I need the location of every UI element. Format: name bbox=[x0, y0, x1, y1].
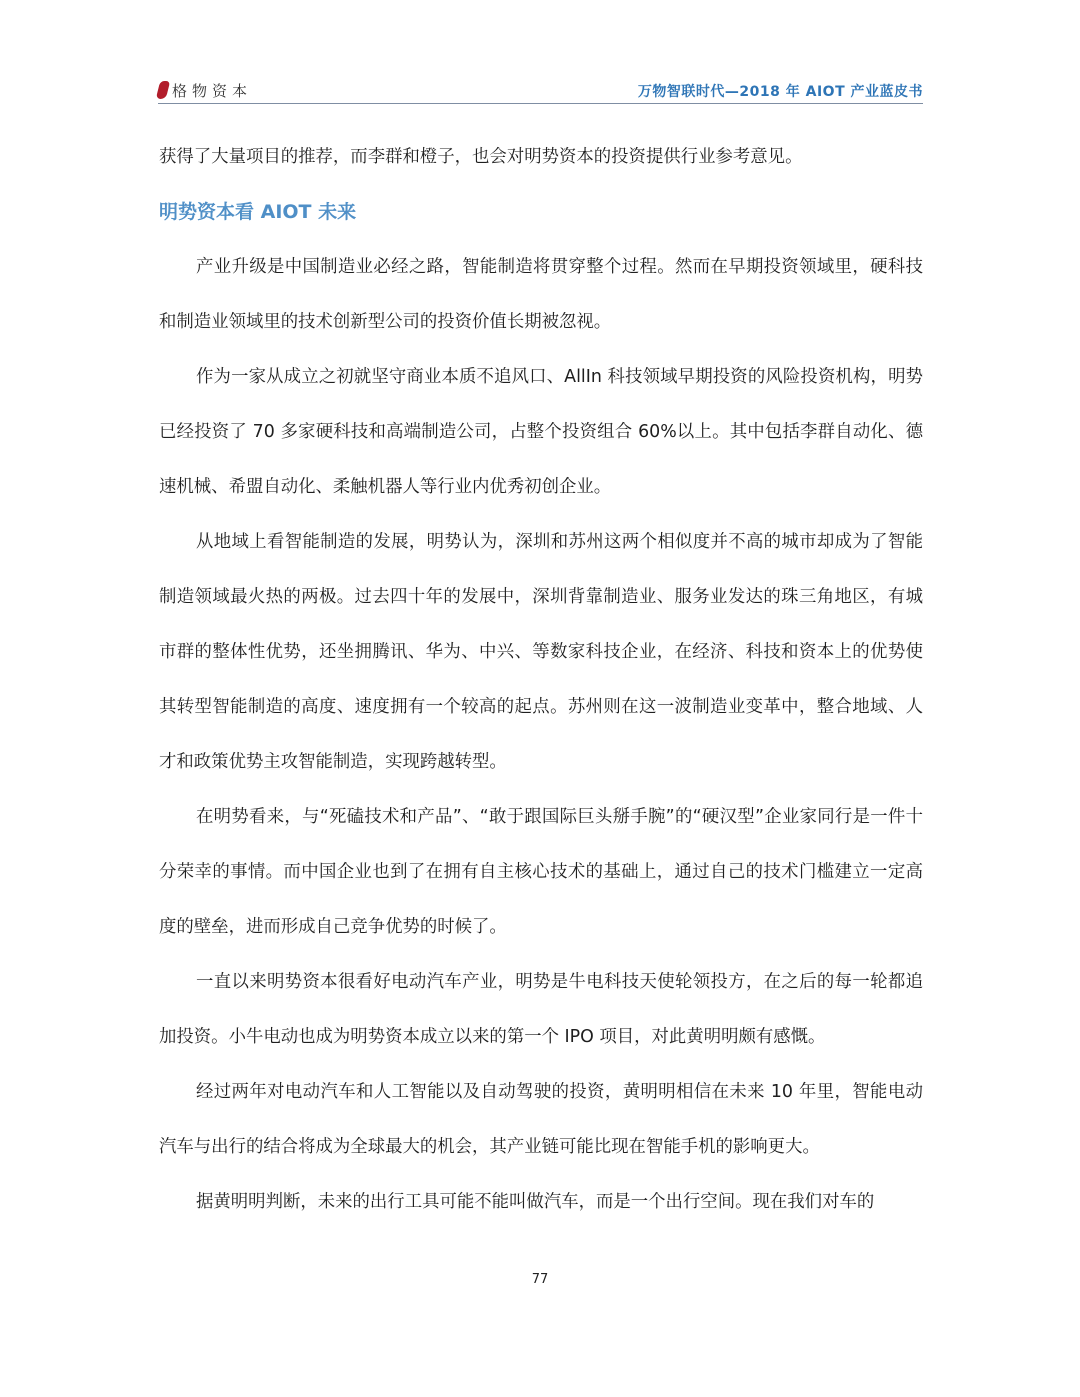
page-body bbox=[159, 130, 923, 1230]
paragraph: 产业升级是中国制造业必经之路，智能制造将贯穿整个过程。然而在早期投资领域里，硬科技和制造业领域里的技术创新型公司的投资价值长期被忽视。 bbox=[159, 257, 923, 332]
section-title: 明势资本看 AIOT 未来 bbox=[159, 201, 357, 223]
paragraph: 一直以来明势资本很看好电动汽车产业，明势是牛电科技天使轮领投方，在之后的每一轮都追加投资。小牛电动也成为明势资本成立以来的第一个 IPO 项目，对此黄明明颇有感慨。 bbox=[159, 972, 923, 1047]
logo bbox=[158, 78, 252, 102]
intro-line: 获得了大量项目的推荐，而李群和橙子，也会对明势资本的投资提供行业参考意见。 bbox=[159, 147, 803, 167]
paragraph: 经过两年对电动汽车和人工智能以及自动驾驶的投资，黄明明相信在未来 10 年里，智能电动汽车与出行的结合将成为全球最大的机会，其产业链可能比现在智能手机的影响更大。 bbox=[159, 1082, 923, 1157]
logo-text: 格物资本 bbox=[172, 81, 253, 100]
paragraph: 据黄明明判断，未来的出行工具可能不能叫做汽车，而是一个出行空间。现在我们对车的 bbox=[196, 1192, 875, 1212]
paragraph: 在明势看来，与“死磕技术和产品”、“敢于跟国际巨头掰手腕”的“硬汉型”企业家同行是一件十分荣幸的事情。而中国企业也到了在拥有自主核心技术的基础上，通过自己的技术门槛建立一定高度的壁垒，进而形成自己竞争优势的时候了。 bbox=[159, 807, 923, 937]
page-number: 77 bbox=[531, 1272, 549, 1287]
paragraph: 从地域上看智能制造的发展，明势认为，深圳和苏州这两个相似度并不高的城市却成为了智能制造领域最火热的两极。过去四十年的发展中，深圳背靠制造业、服务业发达的珠三角地区，有城市群的整体性优势，还坐拥腾讯、华为、中兴、等数家科技企业，在经济、科技和资本上的优势使其转型智能制造的高度、速度拥有一个较高的起点。苏州则在这一波制造业变革中，整合地域、人才和政策优势主攻智能制造，实现跨越转型。 bbox=[159, 532, 923, 772]
header-divider bbox=[158, 103, 923, 104]
page-header bbox=[158, 72, 923, 106]
logo-mark-icon bbox=[156, 81, 170, 99]
header-title: 万物智联时代—2018 年 AIOT 产业蓝皮书 bbox=[637, 84, 923, 100]
paragraph: 作为一家从成立之初就坚守商业本质不追风口、AllIn 科技领域早期投资的风险投资机构，明势已经投资了 70 多家硬科技和高端制造公司，占整个投资组合 60%以上。其中包括李群自动化、德速机械、希盟自动化、柔触机器人等行业内优秀初创企业。 bbox=[159, 367, 923, 497]
